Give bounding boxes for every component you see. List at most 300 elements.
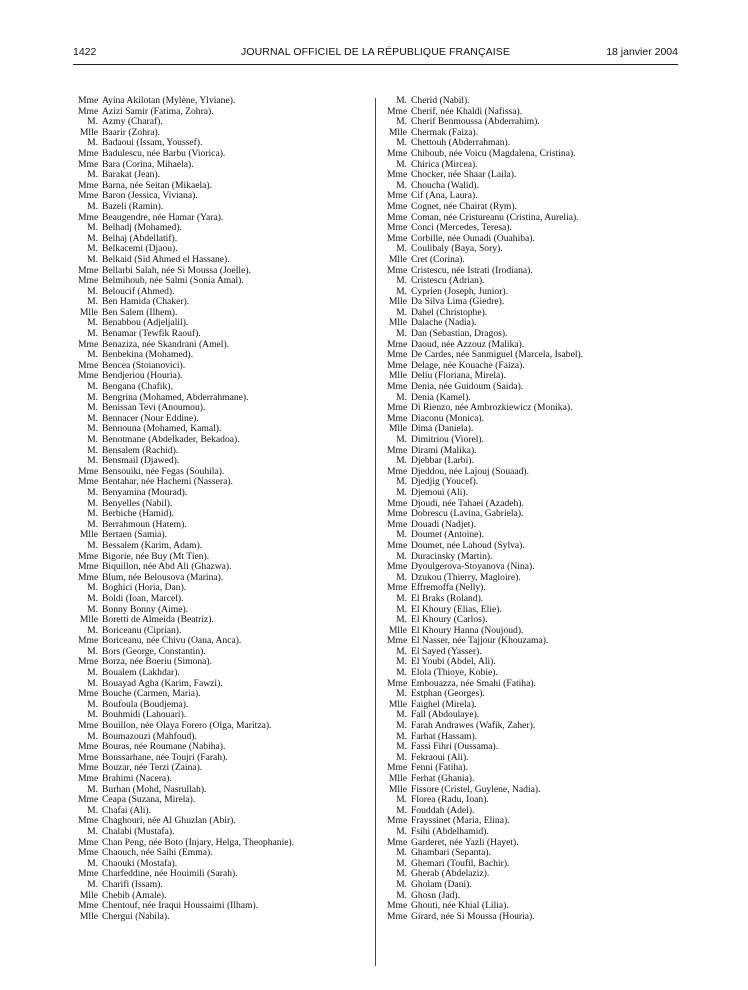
entry-title: M. bbox=[87, 678, 98, 689]
entry-name: El Youbi (Abdel, Ali). bbox=[411, 657, 496, 668]
entry-name: Ben Hamida (Chaker). bbox=[102, 297, 190, 308]
name-entry bbox=[387, 287, 677, 298]
name-entry bbox=[387, 361, 677, 372]
entry-name: Chan Peng, née Boto (Injary, Helga, Theophanie). bbox=[102, 837, 295, 848]
entry-name: Berrahmoun (Hatem). bbox=[102, 519, 187, 530]
entry-name: Djedjig (Youcef). bbox=[411, 477, 479, 488]
name-entry bbox=[78, 138, 368, 149]
entry-name: Bentahar, née Hachemi (Nassera). bbox=[102, 477, 233, 488]
entry-title: M. bbox=[396, 477, 407, 488]
entry-title: Mlle bbox=[79, 911, 98, 922]
entry-name: Boldi (Ioan, Marcel). bbox=[102, 593, 184, 604]
entry-name: Belhaj (Abdellatif). bbox=[102, 233, 178, 244]
entry-title: M. bbox=[87, 879, 98, 890]
entry-name: Azizi Samir (Fatima, Zohra). bbox=[102, 106, 214, 117]
entry-title: Mme bbox=[387, 763, 408, 774]
entry-name: De Cardes, née Sanmiguel (Marcela, Isabel). bbox=[411, 350, 584, 361]
entry-title: Mme bbox=[387, 445, 408, 456]
name-entry bbox=[78, 901, 368, 912]
entry-title: Mme bbox=[78, 466, 99, 477]
entry-title: Mlle bbox=[388, 784, 407, 795]
entry-name: Benaziza, née Skandrani (Amel). bbox=[102, 339, 230, 350]
entry-title: M. bbox=[87, 519, 98, 530]
entry-name: Farhat (Hassam). bbox=[411, 731, 478, 742]
publication-date: 18 janvier 2004 bbox=[606, 46, 678, 58]
entry-name: Chermak (Faiza). bbox=[411, 127, 479, 138]
entry-title: M. bbox=[396, 487, 407, 498]
entry-title: Mme bbox=[78, 180, 99, 191]
name-entry bbox=[78, 636, 368, 647]
name-entry bbox=[78, 456, 368, 467]
entry-name: Chaouki (Mostafa). bbox=[102, 858, 178, 869]
entry-title: Mme bbox=[78, 689, 99, 700]
entry-name: Barna, née Seitan (Mikaela). bbox=[102, 180, 213, 191]
entry-title: Mme bbox=[78, 901, 99, 912]
entry-title: M. bbox=[396, 159, 407, 170]
entry-name: Djoudi, née Tahaei (Azadeh). bbox=[411, 498, 524, 509]
column-divider bbox=[375, 98, 376, 966]
entry-title: M. bbox=[87, 583, 98, 594]
entry-name: Boriceanu (Ciprian). bbox=[102, 625, 182, 636]
entry-name: Cristescu (Adrian). bbox=[411, 276, 485, 287]
entry-title: Mlle bbox=[79, 615, 98, 626]
entry-title: Mme bbox=[387, 413, 408, 424]
entry-name: Cret (Corina). bbox=[411, 254, 465, 265]
entry-name: Djemoui (Ali). bbox=[411, 487, 469, 498]
entry-title: M. bbox=[396, 530, 407, 541]
name-entry bbox=[387, 636, 677, 647]
entry-name: El Khoury Hanna (Noujoud). bbox=[411, 625, 524, 636]
entry-title: M. bbox=[87, 456, 98, 467]
entry-name: Bonny Bonny (Aime). bbox=[102, 604, 189, 615]
entry-name: Bouzar, née Terzi (Zaina). bbox=[102, 763, 203, 774]
entry-title: Mme bbox=[387, 636, 408, 647]
left-column bbox=[78, 96, 368, 922]
name-entry bbox=[78, 753, 368, 764]
name-entry bbox=[78, 605, 368, 616]
name-entry bbox=[387, 488, 677, 499]
entry-title: M. bbox=[87, 784, 98, 795]
entry-name: Chirica (Mircea). bbox=[411, 159, 478, 170]
entry-title: M. bbox=[87, 318, 98, 329]
entry-name: Fassi Fihri (Oussama). bbox=[411, 742, 499, 753]
entry-name: Blum, née Belousova (Marina). bbox=[102, 572, 224, 583]
entry-name: Boufoula (Boudjema). bbox=[102, 699, 189, 710]
name-entry bbox=[387, 255, 677, 266]
entry-name: Benbekina (Mohamed). bbox=[102, 350, 194, 361]
entry-title: M. bbox=[396, 329, 407, 340]
entry-title: M. bbox=[396, 551, 407, 562]
entry-name: Gherab (Abdelaziz). bbox=[411, 869, 490, 880]
name-entry bbox=[387, 467, 677, 478]
entry-title: M. bbox=[396, 689, 407, 700]
entry-title: M. bbox=[87, 170, 98, 181]
entry-name: Burhan (Mohd, Nasrullah). bbox=[102, 784, 207, 795]
name-entry bbox=[387, 340, 677, 351]
entry-title: Mme bbox=[78, 795, 99, 806]
entry-name: Ben Salem (Ilhem). bbox=[102, 307, 178, 318]
name-entry bbox=[78, 795, 368, 806]
name-entry bbox=[78, 626, 368, 637]
entry-name: Belmihoub, née Salmi (Sonia Amal). bbox=[102, 276, 244, 287]
name-entry bbox=[78, 859, 368, 870]
name-entry bbox=[78, 297, 368, 308]
name-entry bbox=[78, 181, 368, 192]
name-entry bbox=[387, 795, 677, 806]
name-entry bbox=[78, 318, 368, 329]
entry-name: Effremoffa (Nelly). bbox=[411, 583, 486, 594]
name-entry bbox=[387, 424, 677, 435]
name-entry bbox=[78, 647, 368, 658]
entry-title: Mlle bbox=[388, 254, 407, 265]
entry-title: M. bbox=[87, 858, 98, 869]
entry-name: Bennacer (Nour Eddine). bbox=[102, 413, 199, 424]
entry-title: M. bbox=[87, 223, 98, 234]
name-entry bbox=[78, 552, 368, 563]
name-entry bbox=[78, 128, 368, 139]
name-entry bbox=[387, 403, 677, 414]
name-entry bbox=[78, 742, 368, 753]
entry-title: Mme bbox=[78, 837, 99, 848]
entry-title: Mlle bbox=[79, 307, 98, 318]
name-entry bbox=[78, 329, 368, 340]
entry-name: Azmy (Charaf). bbox=[102, 117, 163, 128]
entry-name: Chentouf, née Iraqui Houssaimi (Ilham). bbox=[102, 901, 259, 912]
entry-name: Bellarbi Salah, née Si Moussa (Joelle). bbox=[102, 265, 251, 276]
name-entry bbox=[387, 912, 677, 923]
entry-title: M. bbox=[87, 233, 98, 244]
entry-name: Fouddah (Adel). bbox=[411, 805, 475, 816]
entry-name: Chocker, née Shaar (Laila). bbox=[411, 170, 517, 181]
entry-title: Mme bbox=[78, 159, 99, 170]
entry-name: Dzukou (Thierry, Magloire). bbox=[411, 572, 521, 583]
entry-title: Mme bbox=[387, 223, 408, 234]
entry-name: Ferhat (Ghania). bbox=[411, 774, 475, 784]
entry-title: M. bbox=[396, 604, 407, 615]
name-entry bbox=[387, 689, 677, 700]
entry-name: Boumazouzi (Mahfoud). bbox=[102, 731, 197, 742]
name-entry bbox=[78, 668, 368, 679]
name-entry bbox=[387, 128, 677, 139]
entry-title: Mme bbox=[387, 466, 408, 477]
name-entry bbox=[387, 181, 677, 192]
name-entry bbox=[387, 223, 677, 234]
name-entry bbox=[78, 446, 368, 457]
entry-name: Bouche (Carmen, Maria). bbox=[102, 689, 201, 700]
entry-title: M. bbox=[87, 286, 98, 297]
entry-title: Mme bbox=[387, 191, 408, 202]
entry-name: Faighel (Mirela). bbox=[411, 699, 477, 710]
entry-name: Garderet, née Yazli (Hayet). bbox=[411, 837, 519, 848]
name-entry bbox=[387, 160, 677, 171]
entry-name: Barakat (Jean). bbox=[102, 170, 161, 181]
entry-name: Chafai (Ali). bbox=[102, 805, 152, 816]
entry-name: Denia (Kamel). bbox=[411, 392, 471, 403]
name-entry bbox=[78, 912, 368, 923]
entry-title: Mme bbox=[387, 837, 408, 848]
entry-name: Belkacemi (Djaou). bbox=[102, 244, 178, 255]
entry-title: M. bbox=[87, 201, 98, 212]
entry-name: Ayina Akilotan (Mylène, Ylviane). bbox=[102, 96, 236, 106]
name-entry bbox=[78, 583, 368, 594]
name-entry bbox=[78, 573, 368, 584]
entry-name: Cristescu, née Istrati (Irodiana). bbox=[411, 265, 533, 276]
name-entry bbox=[78, 891, 368, 902]
entry-title: M. bbox=[396, 869, 407, 880]
entry-title: Mme bbox=[387, 382, 408, 393]
entry-name: Chettouh (Abderrahman). bbox=[411, 138, 511, 149]
entry-title: M. bbox=[87, 297, 98, 308]
entry-name: Benamar (Tewfik Raouf). bbox=[102, 329, 201, 340]
name-entry bbox=[387, 859, 677, 870]
entry-name: Benyelles (Nabil). bbox=[102, 498, 173, 509]
name-entry bbox=[387, 382, 677, 393]
entry-name: Bennouna (Mohamed, Kamal). bbox=[102, 424, 222, 435]
entry-name: Estphan (Georges). bbox=[411, 689, 485, 700]
name-entry bbox=[78, 763, 368, 774]
entry-title: Mme bbox=[387, 350, 408, 361]
entry-title: Mme bbox=[78, 763, 99, 774]
entry-title: M. bbox=[87, 138, 98, 149]
name-entry bbox=[387, 679, 677, 690]
entry-name: Cif (Ana, Laura). bbox=[411, 191, 478, 202]
entry-name: Deliu (Floriana, Mirela). bbox=[411, 371, 506, 382]
name-entry bbox=[78, 816, 368, 827]
entry-name: Baron (Jessica, Viviana). bbox=[102, 191, 198, 202]
entry-title: M. bbox=[87, 413, 98, 424]
entry-name: Chalabi (Mustafa). bbox=[102, 826, 175, 837]
entry-name: Fenni (Fatiha). bbox=[411, 763, 469, 774]
entry-title: M. bbox=[396, 117, 407, 128]
entry-name: Boghici (Horia, Dan). bbox=[102, 583, 187, 594]
entry-title: Mlle bbox=[388, 774, 407, 784]
entry-name: Cognet, née Chairat (Rym). bbox=[411, 201, 517, 212]
entry-title: Mme bbox=[387, 201, 408, 212]
name-entry bbox=[78, 785, 368, 796]
name-entry bbox=[78, 530, 368, 541]
name-entry bbox=[387, 329, 677, 340]
name-entry bbox=[387, 170, 677, 181]
entry-name: Boualem (Lakhdar). bbox=[102, 668, 180, 679]
name-entry bbox=[387, 520, 677, 531]
entry-title: Mme bbox=[387, 540, 408, 551]
entry-name: Berbiche (Hamid). bbox=[102, 509, 174, 520]
name-entry bbox=[78, 276, 368, 287]
entry-name: Cherif Benmoussa (Abderrahim). bbox=[411, 117, 540, 128]
entry-name: Bouhmidi (Lahouari). bbox=[102, 710, 187, 721]
name-entry bbox=[387, 647, 677, 658]
entry-title: Mme bbox=[387, 911, 408, 922]
entry-title: M. bbox=[87, 350, 98, 361]
name-entry bbox=[78, 202, 368, 213]
name-entry bbox=[387, 350, 677, 361]
entry-name: Ghambari (Sepanta). bbox=[411, 848, 491, 859]
name-entry bbox=[78, 255, 368, 266]
entry-name: Delage, née Kouache (Faiza). bbox=[411, 360, 525, 371]
entry-name: El Nasser, née Tajjour (Khouzama). bbox=[411, 636, 549, 647]
entry-title: M. bbox=[396, 752, 407, 763]
name-entry bbox=[78, 149, 368, 160]
entry-name: Chebib (Amale). bbox=[102, 890, 167, 901]
entry-name: Chergui (Nabila). bbox=[102, 911, 170, 922]
entry-title: M. bbox=[87, 435, 98, 445]
header-rule bbox=[73, 64, 678, 65]
name-entry bbox=[387, 297, 677, 308]
entry-name: Bouras, née Roumane (Nabiha). bbox=[102, 742, 226, 753]
name-entry bbox=[78, 838, 368, 849]
entry-title: M. bbox=[396, 593, 407, 604]
entry-name: Bors (George, Constantin). bbox=[102, 646, 206, 657]
entry-title: M. bbox=[87, 826, 98, 837]
name-entry bbox=[78, 393, 368, 404]
entry-name: Bouillon, née Olaya Forero (Olga, Maritza). bbox=[102, 721, 272, 732]
entry-title: M. bbox=[396, 392, 407, 403]
name-entry bbox=[387, 107, 677, 118]
name-entry bbox=[387, 901, 677, 912]
name-entry bbox=[78, 191, 368, 202]
name-entry bbox=[387, 816, 677, 827]
name-entry bbox=[78, 340, 368, 351]
entry-name: Dalache (Nadia). bbox=[411, 318, 477, 329]
entry-name: Dahel (Christophe). bbox=[411, 307, 488, 318]
entry-title: Mme bbox=[78, 869, 99, 880]
entry-name: Girard, née Si Moussa (Houria). bbox=[411, 911, 535, 922]
entry-name: Bengana (Chafik). bbox=[102, 382, 173, 393]
entry-name: Bengrina (Mohamed, Abderrahmane). bbox=[102, 392, 249, 403]
name-entry bbox=[78, 382, 368, 393]
name-entry bbox=[78, 710, 368, 721]
entry-name: Coulibaly (Baya, Sory). bbox=[411, 244, 503, 255]
entry-name: Embouazza, née Smahi (Fatiha). bbox=[411, 678, 536, 689]
entry-name: Cherid (Nabil). bbox=[411, 96, 470, 106]
name-entry bbox=[78, 827, 368, 838]
entry-title: Mme bbox=[387, 678, 408, 689]
name-entry bbox=[78, 732, 368, 743]
entry-name: Belkaid (Sid Ahmed el Hassane). bbox=[102, 254, 230, 265]
entry-name: Farah Andrawes (Wafik, Zaher). bbox=[411, 721, 536, 732]
entry-name: Ceapa (Suzana, Mirela). bbox=[102, 795, 196, 806]
entry-name: Corbille, née Ounadi (Ouahiba). bbox=[411, 233, 535, 244]
entry-title: Mme bbox=[78, 742, 99, 753]
name-entry bbox=[387, 668, 677, 679]
name-entry bbox=[78, 562, 368, 573]
entry-title: M. bbox=[87, 382, 98, 393]
entry-name: Bigorie, née Buy (Mt Tien). bbox=[102, 551, 210, 562]
name-entry bbox=[387, 393, 677, 404]
entry-name: El Khoury (Elias, Elie). bbox=[411, 604, 502, 615]
entry-title: M. bbox=[87, 403, 98, 414]
entry-name: Bensmail (Djawed). bbox=[102, 456, 180, 467]
entry-title: Mlle bbox=[388, 127, 407, 138]
name-entry bbox=[78, 679, 368, 690]
entry-title: Mme bbox=[78, 572, 99, 583]
entry-name: Chaouch, née Saihi (Emma). bbox=[102, 848, 213, 859]
name-entry bbox=[387, 414, 677, 425]
name-entry bbox=[78, 520, 368, 531]
entry-name: Doumet (Antoine). bbox=[411, 530, 485, 541]
entry-title: Mme bbox=[78, 339, 99, 350]
entry-name: Boretti de Almeida (Beatriz). bbox=[102, 615, 214, 626]
name-entry bbox=[78, 266, 368, 277]
name-entry bbox=[78, 414, 368, 425]
entry-title: Mme bbox=[387, 233, 408, 244]
name-entry bbox=[78, 774, 368, 785]
entry-name: Daoud, née Azzouz (Malika). bbox=[411, 339, 525, 350]
entry-title: Mme bbox=[78, 371, 99, 382]
entry-title: Mme bbox=[78, 360, 99, 371]
entry-title: M. bbox=[87, 710, 98, 721]
entry-title: M. bbox=[396, 307, 407, 318]
name-entry bbox=[387, 202, 677, 213]
name-entry bbox=[78, 721, 368, 732]
entry-title: M. bbox=[87, 540, 98, 551]
entry-name: Frayssinet (Maria, Elina). bbox=[411, 816, 510, 827]
name-entry bbox=[78, 700, 368, 711]
name-entry bbox=[387, 732, 677, 743]
entry-title: M. bbox=[396, 657, 407, 668]
name-entry bbox=[387, 605, 677, 616]
name-entry bbox=[387, 700, 677, 711]
name-entry bbox=[78, 806, 368, 817]
name-entry bbox=[387, 276, 677, 287]
entry-title: M. bbox=[87, 509, 98, 520]
entry-name: Fekraoui (Ali). bbox=[411, 752, 469, 763]
name-entry bbox=[78, 467, 368, 478]
name-entry bbox=[387, 456, 677, 467]
entry-title: Mlle bbox=[388, 699, 407, 710]
entry-name: Coman, née Cristureanu (Cristina, Aurelia). bbox=[411, 212, 579, 223]
entry-name: Beaugendre, née Hamar (Yara). bbox=[102, 212, 224, 223]
entry-title: Mme bbox=[387, 519, 408, 530]
entry-title: Mme bbox=[78, 721, 99, 732]
entry-title: M. bbox=[87, 424, 98, 435]
entry-title: Mme bbox=[78, 752, 99, 763]
name-entry bbox=[387, 774, 677, 785]
entry-title: Mlle bbox=[388, 297, 407, 308]
entry-name: Bencea (Stoianovici). bbox=[102, 360, 186, 371]
name-entry bbox=[387, 318, 677, 329]
name-entry bbox=[387, 446, 677, 457]
name-entry bbox=[78, 869, 368, 880]
entry-name: El Khoury (Carlos). bbox=[411, 615, 488, 626]
entry-title: M. bbox=[396, 710, 407, 721]
entry-title: Mlle bbox=[79, 127, 98, 138]
name-entry bbox=[78, 361, 368, 372]
entry-title: Mme bbox=[387, 212, 408, 223]
entry-title: M. bbox=[396, 572, 407, 583]
entry-title: Mlle bbox=[388, 371, 407, 382]
entry-title: M. bbox=[396, 138, 407, 149]
name-entry bbox=[387, 117, 677, 128]
name-entry bbox=[387, 234, 677, 245]
entry-name: Belhadj (Mohamed). bbox=[102, 223, 182, 234]
entry-name: Dirami (Malika). bbox=[411, 445, 477, 456]
name-entry bbox=[78, 424, 368, 435]
name-entry bbox=[387, 838, 677, 849]
entry-name: Djebbar (Larbi). bbox=[411, 456, 474, 467]
entry-title: M. bbox=[396, 615, 407, 626]
name-entry bbox=[78, 160, 368, 171]
entry-title: M. bbox=[396, 826, 407, 837]
entry-name: Benissan Tevi (Anoumou). bbox=[102, 403, 206, 414]
name-entry bbox=[387, 499, 677, 510]
name-entry bbox=[387, 191, 677, 202]
name-entry bbox=[387, 213, 677, 224]
entry-title: Mme bbox=[78, 106, 99, 117]
name-entry bbox=[78, 541, 368, 552]
entry-name: Fall (Abdoulaye). bbox=[411, 710, 480, 721]
entry-name: Elola (Thioye, Kobie). bbox=[411, 668, 498, 679]
